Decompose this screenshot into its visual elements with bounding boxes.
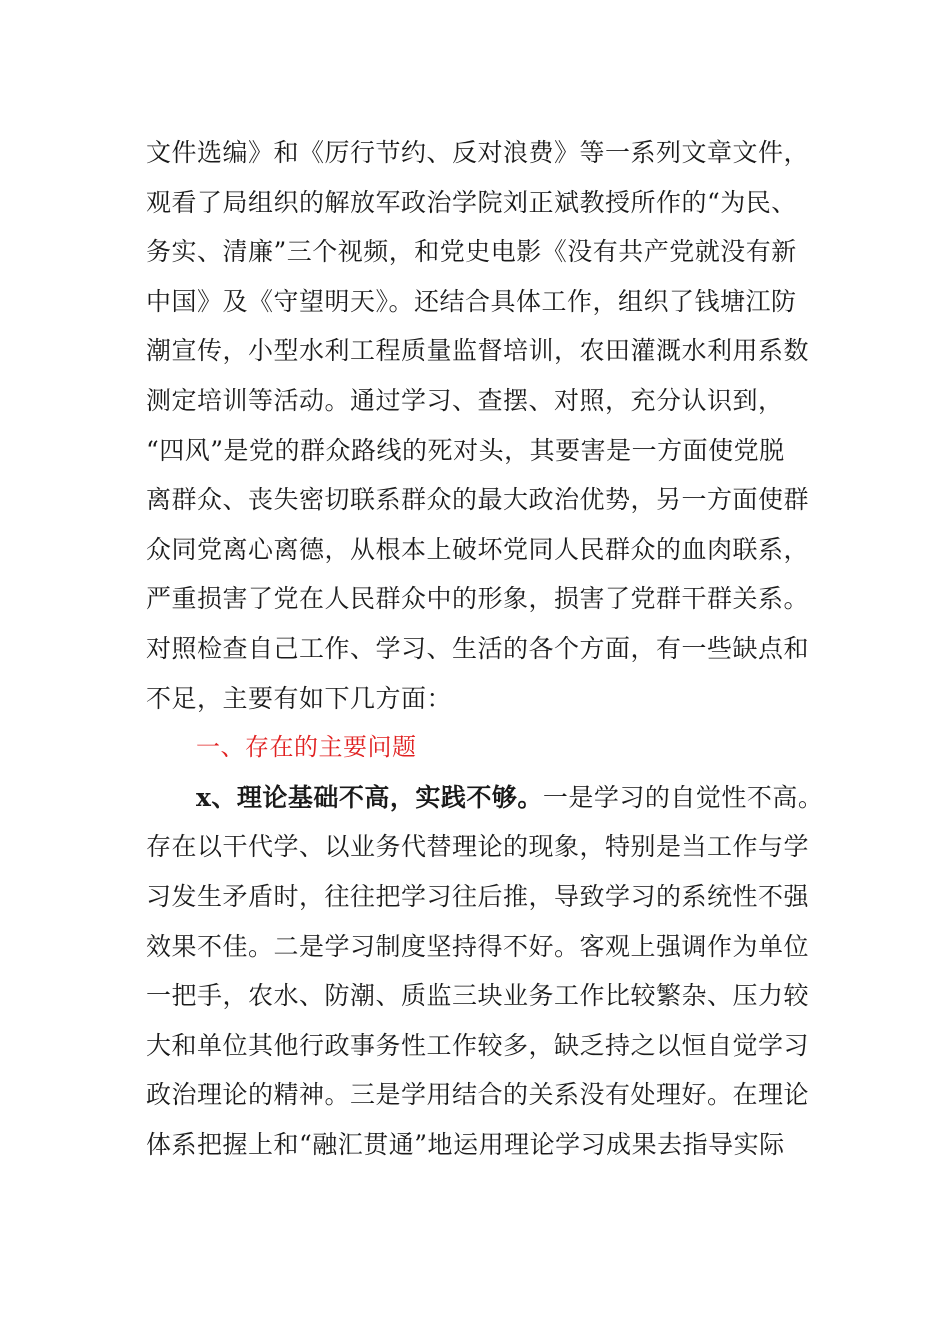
body-line-5: 潮宣传，小型水利工程质量监督培训，农田灌溉水利用系数 [146, 336, 810, 366]
point-line-4: 一把手，农水、防潮、质监三块业务工作比较繁杂、压力较 [146, 981, 810, 1011]
point-line-7: 体系把握上和“融汇贯通”地运用理论学习成果去指导实际 [146, 1129, 785, 1159]
point-title: x、理论基础不高，实践不够。 [196, 782, 543, 812]
point-line-1: 存在以干代学、以业务代替理论的现象，特别是当工作与学 [146, 832, 810, 862]
point-line-5: 大和单位其他行政事务性工作较多，缺乏持之以恒自觉学习 [146, 1030, 810, 1060]
body-line-2: 观看了局组织的解放军政治学院刘正斌教授所作的“为民、 [146, 187, 797, 217]
body-line-7: “四风”是党的群众路线的死对头，其要害是一方面使党脱 [146, 435, 785, 465]
body-line-9: 众同党离心离德，从根本上破坏党同人民群众的血肉联系， [146, 534, 810, 564]
point-line-3: 效果不佳。二是学习制度坚持得不好。客观上强调作为单位 [146, 931, 810, 961]
point-first-line [146, 773, 824, 823]
document-body [146, 128, 824, 1169]
body-line-6: 测定培训等活动。通过学习、查摆、对照，充分认识到， [146, 385, 784, 415]
point-line-6: 政治理论的精神。三是学用结合的关系没有处理好。在理论 [146, 1080, 810, 1110]
body-line-10: 严重损害了党在人民群众中的形象，损害了党群干群关系。 [146, 584, 810, 614]
body-line-3: 务实、清廉”三个视频，和党史电影《没有共产党就没有新 [146, 237, 797, 267]
body-line-1: 文件选编》和《厉行节约、反对浪费》等一系列文章文件， [146, 138, 810, 167]
body-line-4: 中国》及《守望明天》。还结合具体工作，组织了钱塘江防 [146, 286, 797, 316]
body-line-12: 不足，主要有如下几方面： [146, 683, 453, 713]
point-lead: 一是学习的自觉性不高。 [542, 782, 824, 812]
body-line-11: 对照检查自己工作、学习、生活的各个方面，有一些缺点和 [146, 633, 810, 663]
body-line-8: 离群众、丧失密切联系群众的最大政治优势，另一方面使群 [146, 485, 810, 515]
section-heading: 一、存在的主要问题 [196, 733, 417, 762]
point-line-2: 习发生矛盾时，往往把学习往后推，导致学习的系统性不强 [146, 881, 810, 911]
